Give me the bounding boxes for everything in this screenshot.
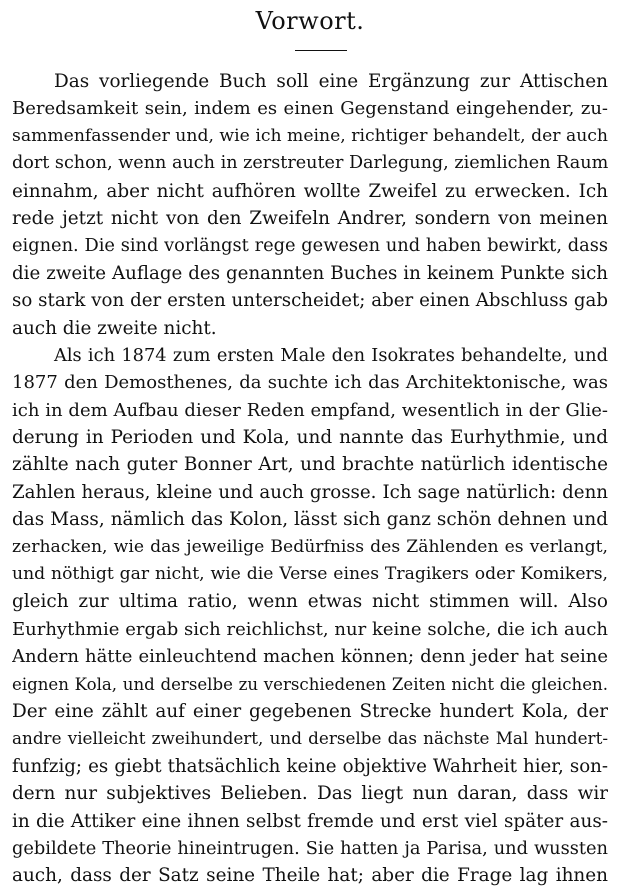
text-line: Der eine zählt auf einer gegebenen Strecke hundert Kola, der — [12, 700, 608, 722]
text-line: einnahm, aber nicht aufhören wollte Zweifel zu erwecken. Ich — [12, 180, 608, 202]
text-line: dort schon, wenn auch in zerstreuter Darlegung, ziemlichen Raum — [12, 153, 608, 174]
text-line: funfzig; es giebt thatsächlich keine objektive Wahrheit hier, son- — [12, 755, 608, 777]
text-line: gleich zur ultima ratio, wenn etwas nicht stimmen will. Also — [12, 591, 608, 613]
paragraph-2 — [12, 342, 608, 890]
text-line: sammenfassender und, wie ich meine, richtiger behandelt, der auch — [12, 125, 608, 146]
text-line: das Mass, nämlich das Kolon, lässt sich ganz schön dehnen und — [12, 509, 608, 531]
text-line: rede jetzt nicht von den Zweifeln Andrer, sondern von meinen — [12, 207, 608, 229]
text-line: Als ich 1874 zum ersten Male den Isokrates behandelte, und — [54, 344, 608, 366]
text-body — [12, 68, 608, 890]
paragraph-1 — [12, 68, 608, 342]
text-line: andre vielleicht zweihundert, und derselbe das nächste Mal hundert- — [12, 728, 608, 749]
text-line: 1877 den Demosthenes, da suchte ich das Architektonische, was — [12, 372, 608, 394]
text-line: und nöthigt gar nicht, wie die Verse eines Tragikers oder Komikers, — [12, 564, 608, 585]
text-line: Zahlen heraus, kleine und auch grosse. Ich sage natürlich: denn — [12, 481, 608, 503]
text-line: Beredsamkeit sein, indem es einen Gegenstand eingehender, zu- — [12, 98, 608, 120]
page-title: Vorwort. — [255, 7, 365, 35]
text-line: zählte nach guter Bonner Art, und brachte natürlich identische — [12, 454, 608, 476]
title-rule — [295, 50, 347, 51]
text-line: gebildete Theorie hineintrugen. Sie hatten ja Parisa, und wussten — [12, 837, 608, 859]
text-line: ich in dem Aufbau dieser Reden empfand, wesentlich in der Glie- — [12, 399, 608, 421]
text-line: auch, dass der Satz seine Theile hat; aber die Frage lag ihnen — [12, 865, 608, 887]
text-line: Das vorliegende Buch soll eine Ergänzung zur Attischen — [54, 71, 608, 92]
text-line: in die Attiker eine ihnen selbst fremde und erst viel später aus- — [12, 810, 608, 832]
text-line: auch die zweite nicht. — [12, 317, 217, 339]
text-line: so stark von der ersten unterscheidet; aber einen Abschluss gab — [12, 290, 608, 312]
text-line: Eurhythmie ergab sich reichlichst, nur keine solche, die ich auch — [12, 618, 608, 640]
text-line: zerhacken, wie das jeweilige Bedürfniss des Zählenden es verlangt, — [12, 536, 608, 557]
text-line: Andern hätte einleuchtend machen können; denn jeder hat seine — [12, 646, 608, 668]
text-line: eignen Kola, und derselbe zu verschiedenen Zeiten nicht die gleichen. — [12, 674, 608, 694]
text-line: derung in Perioden und Kola, und nannte das Eurhythmie, und — [12, 427, 608, 449]
text-line: eignen. Die sind vorlängst rege gewesen und haben bewirkt, dass — [12, 235, 608, 257]
text-line: dern nur subjektives Belieben. Das liegt nun daran, dass wir — [12, 783, 608, 805]
text-line: die zweite Auflage des genannten Buches in keinem Punkte sich — [12, 262, 608, 284]
